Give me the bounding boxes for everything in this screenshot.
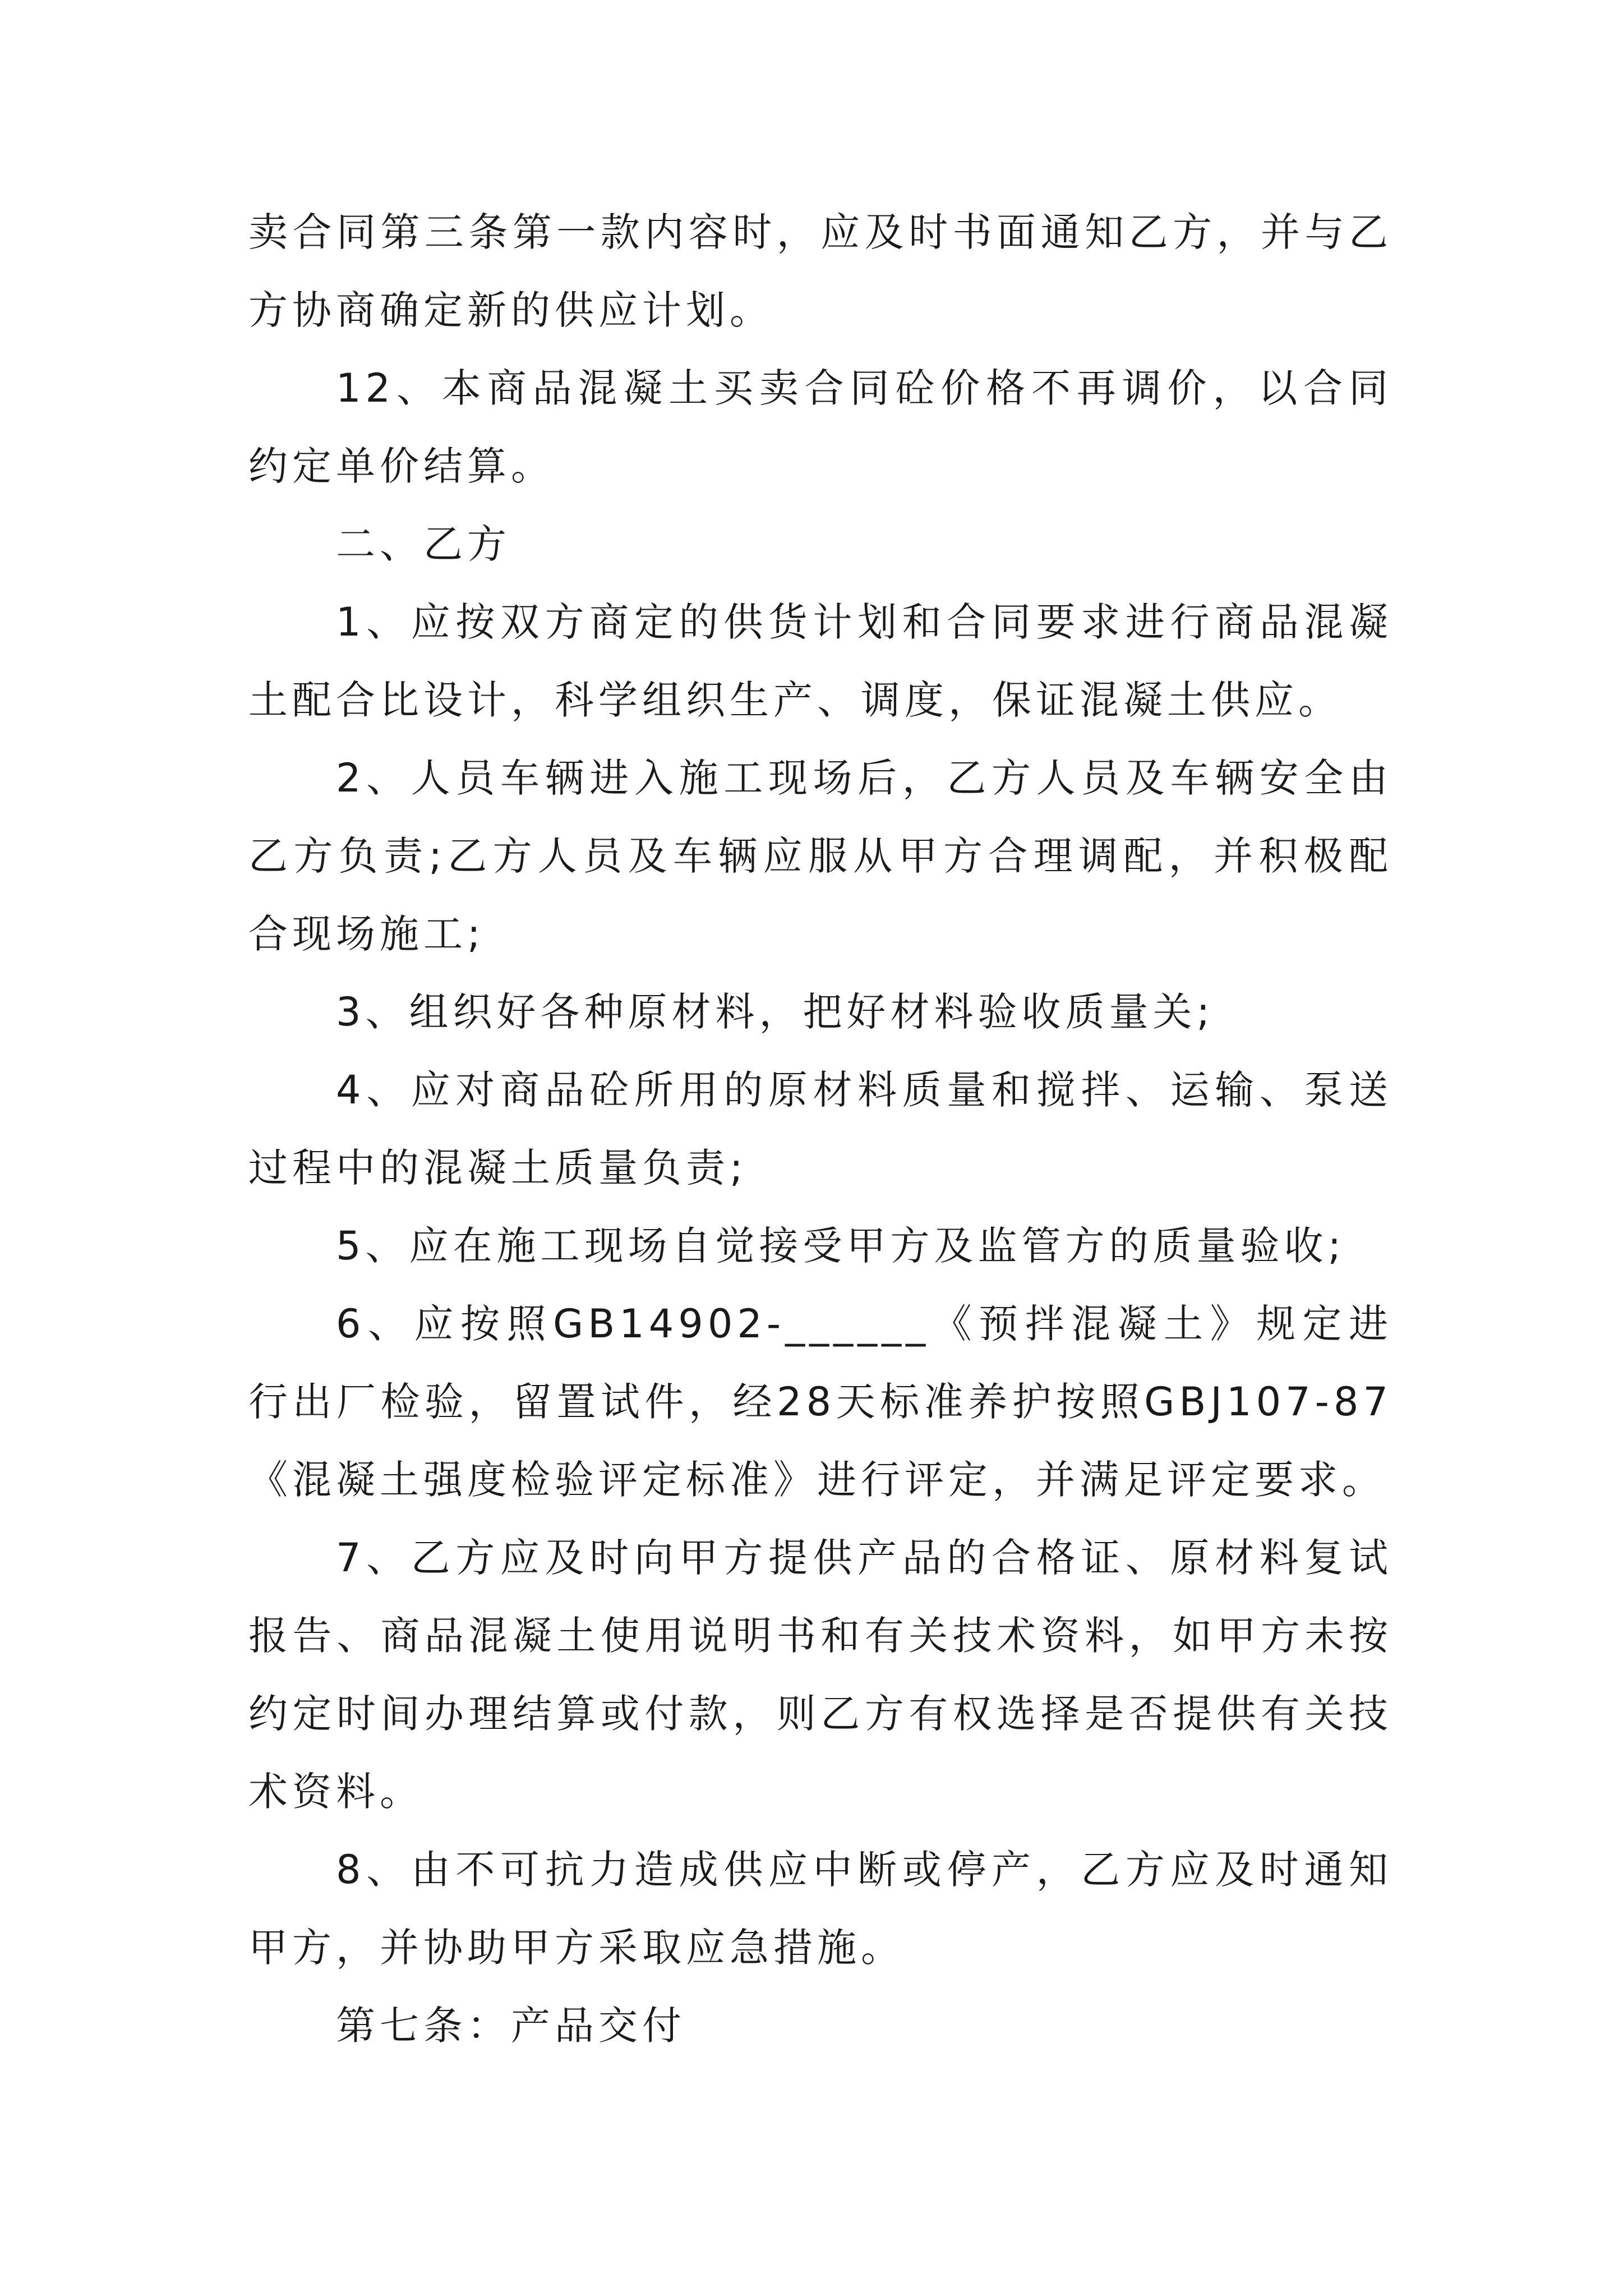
paragraph-item-3: 3、组织好各种原材料，把好材料验收质量关;: [336, 989, 1215, 1035]
paragraph-clause-12: 12、本商品混凝土买卖合同砼价格不再调价，以合同约定单价结算。: [248, 365, 1393, 489]
document-body: [248, 194, 1393, 2065]
paragraph-item-8: 8、由不可抗力造成供应中断或停产，乙方应及时通知甲方，并协助甲方采取应急措施。: [248, 1847, 1393, 1971]
section-heading-party-b: 二、乙方: [336, 521, 511, 567]
article-heading-7: 第七条：产品交付: [336, 2003, 686, 2049]
paragraph-item-4: 4、应对商品砼所用的原材料质量和搅拌、运输、泵送过程中的混凝土质量负责;: [248, 1067, 1393, 1191]
paragraph-item-1: 1、应按双方商定的供货计划和合同要求进行商品混凝土配合比设计，科学组织生产、调度，保证混凝土供应。: [248, 599, 1393, 723]
paragraph-item-5: 5、应在施工现场自觉接受甲方及监管方的质量验收;: [336, 1223, 1346, 1269]
paragraph-item-7: 7、乙方应及时向甲方提供产品的合格证、原材料复试报告、商品混凝土使用说明书和有关技术资料，如甲方未按约定时间办理结算或付款，则乙方有权选择是否提供有关技术资料。: [248, 1535, 1393, 1815]
paragraph-item-2: 2、人员车辆进入施工现场后，乙方人员及车辆安全由乙方负责;乙方人员及车辆应服从甲方合理调配，并积极配合现场施工;: [248, 755, 1393, 957]
paragraph-continuation: 卖合同第三条第一款内容时，应及时书面通知乙方，并与乙方协商确定新的供应计划。: [248, 209, 1393, 333]
paragraph-item-6: 6、应按照GB14902-______《预拌混凝土》规定进行出厂检验，留置试件，经28天标准养护按照GBJ107-87《混凝土强度检验评定标准》进行评定，并满足评定要求。: [248, 1301, 1393, 1503]
